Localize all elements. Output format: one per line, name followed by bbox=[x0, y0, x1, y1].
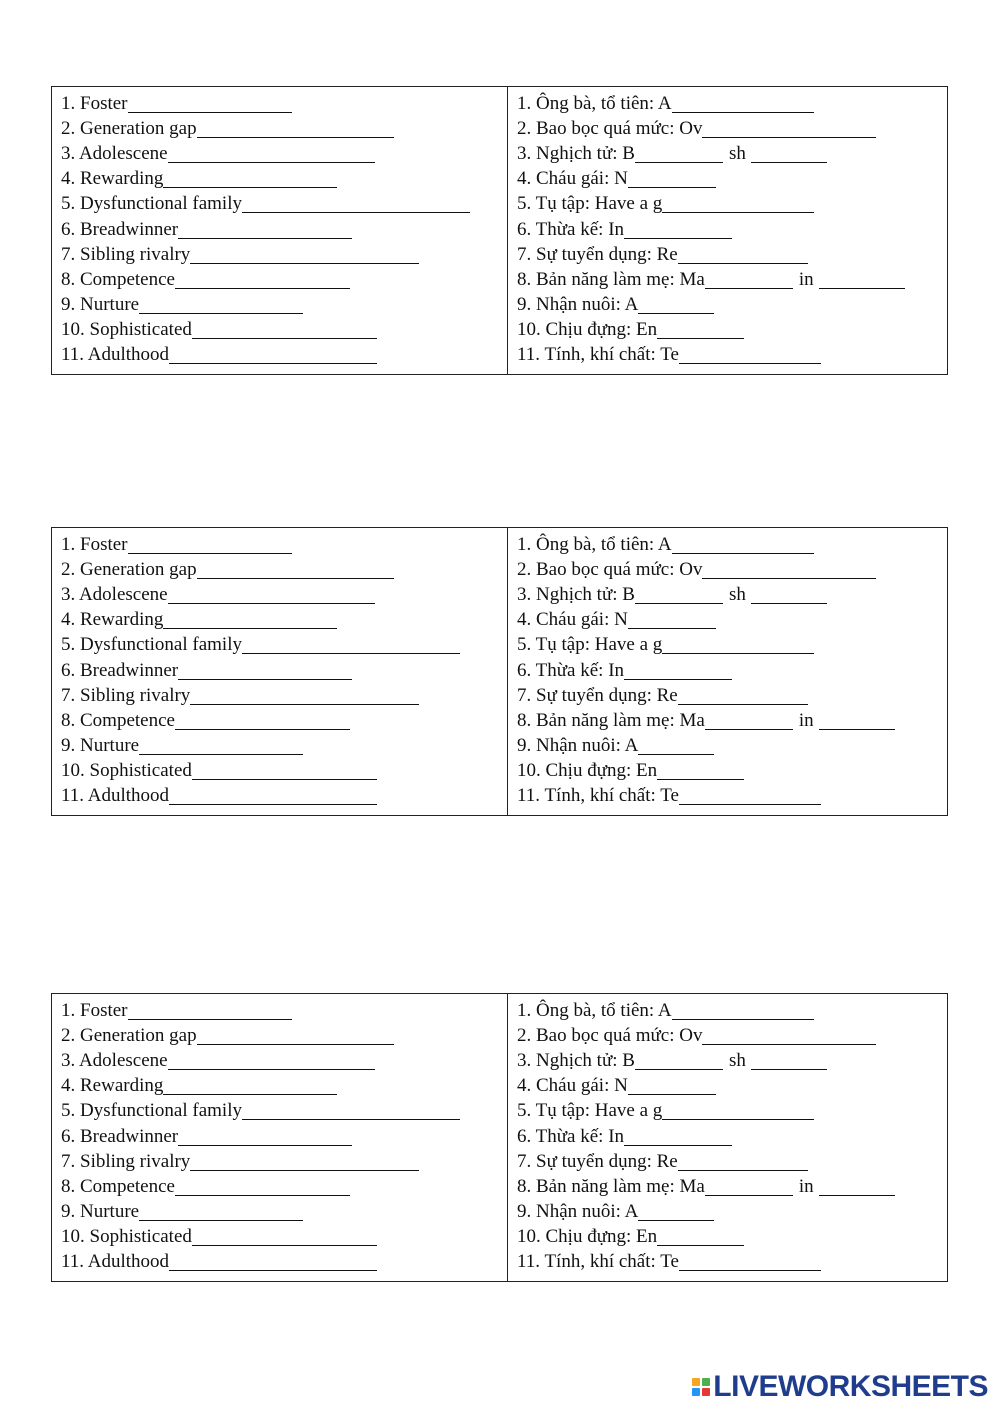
term-row: 9. Nurture bbox=[61, 1199, 507, 1224]
answer-blank[interactable] bbox=[678, 243, 808, 264]
answer-blank[interactable] bbox=[751, 583, 827, 604]
answer-blank[interactable] bbox=[178, 1125, 352, 1146]
answer-blank[interactable] bbox=[242, 192, 470, 213]
hint-row: 7. Sự tuyển dụng: Re bbox=[517, 242, 947, 267]
answer-blank[interactable] bbox=[672, 533, 814, 554]
hint-row: 9. Nhận nuôi: A bbox=[517, 292, 947, 317]
right-column bbox=[508, 87, 947, 374]
left-column bbox=[52, 87, 508, 374]
term-row: 9. Nurture bbox=[61, 733, 507, 758]
term-row: 8. Competence bbox=[61, 267, 507, 292]
answer-blank[interactable] bbox=[819, 1175, 895, 1196]
hint-row: 8. Bản năng làm mẹ: Ma in bbox=[517, 267, 947, 292]
answer-blank[interactable] bbox=[628, 167, 716, 188]
answer-blank[interactable] bbox=[163, 167, 337, 188]
answer-blank[interactable] bbox=[657, 759, 744, 780]
answer-blank[interactable] bbox=[638, 293, 714, 314]
term-row: 2. Generation gap bbox=[61, 1023, 507, 1048]
term-row: 11. Adulthood bbox=[61, 1249, 507, 1274]
answer-blank[interactable] bbox=[128, 999, 292, 1020]
hint-row: 3. Nghịch tử: B sh bbox=[517, 582, 947, 607]
term-row: 5. Dysfunctional family bbox=[61, 1098, 507, 1123]
answer-blank[interactable] bbox=[139, 1200, 303, 1221]
answer-blank[interactable] bbox=[751, 1049, 827, 1070]
term-row: 4. Rewarding bbox=[61, 166, 507, 191]
answer-blank[interactable] bbox=[242, 633, 460, 654]
worksheet-table-2 bbox=[51, 527, 948, 816]
answer-blank[interactable] bbox=[175, 268, 350, 289]
logo-square bbox=[702, 1388, 710, 1396]
answer-blank[interactable] bbox=[168, 583, 375, 604]
term-row: 1. Foster bbox=[61, 998, 507, 1023]
term-row: 11. Adulthood bbox=[61, 342, 507, 367]
term-row: 8. Competence bbox=[61, 708, 507, 733]
answer-blank[interactable] bbox=[197, 117, 394, 138]
term-row: 8. Competence bbox=[61, 1174, 507, 1199]
hint-row: 10. Chịu đựng: En bbox=[517, 1224, 947, 1249]
hint-row: 4. Cháu gái: N bbox=[517, 166, 947, 191]
term-row: 6. Breadwinner bbox=[61, 657, 507, 682]
answer-blank[interactable] bbox=[197, 1024, 394, 1045]
term-row: 9. Nurture bbox=[61, 292, 507, 317]
answer-blank[interactable] bbox=[168, 1049, 375, 1070]
answer-blank[interactable] bbox=[662, 633, 814, 654]
answer-blank[interactable] bbox=[638, 1200, 714, 1221]
hint-row: 5. Tụ tập: Have a g bbox=[517, 632, 947, 657]
worksheet-table-3 bbox=[51, 993, 948, 1282]
answer-blank[interactable] bbox=[679, 1250, 821, 1271]
term-row: 6. Breadwinner bbox=[61, 216, 507, 241]
answer-blank[interactable] bbox=[638, 734, 714, 755]
term-row: 4. Rewarding bbox=[61, 607, 507, 632]
answer-blank[interactable] bbox=[751, 142, 827, 163]
hint-row: 11. Tính, khí chất: Te bbox=[517, 783, 947, 808]
term-row: 1. Foster bbox=[61, 532, 507, 557]
answer-blank[interactable] bbox=[178, 218, 352, 239]
hint-row: 3. Nghịch tử: B sh bbox=[517, 141, 947, 166]
answer-blank[interactable] bbox=[175, 1175, 350, 1196]
hint-row: 7. Sự tuyển dụng: Re bbox=[517, 1149, 947, 1174]
answer-blank[interactable] bbox=[679, 784, 821, 805]
term-row: 6. Breadwinner bbox=[61, 1123, 507, 1148]
answer-blank[interactable] bbox=[702, 117, 876, 138]
answer-blank[interactable] bbox=[169, 343, 377, 364]
term-row: 3. Adolescene bbox=[61, 141, 507, 166]
right-column bbox=[508, 528, 947, 815]
answer-blank[interactable] bbox=[190, 243, 419, 264]
answer-blank[interactable] bbox=[705, 1175, 793, 1196]
hint-row: 4. Cháu gái: N bbox=[517, 607, 947, 632]
liveworksheets-logo-icon bbox=[692, 1378, 710, 1396]
hint-row: 6. Thừa kế: In bbox=[517, 657, 947, 682]
logo-square bbox=[702, 1378, 710, 1386]
answer-blank[interactable] bbox=[192, 759, 377, 780]
answer-blank[interactable] bbox=[819, 268, 905, 289]
term-row: 2. Generation gap bbox=[61, 116, 507, 141]
left-column bbox=[52, 994, 508, 1281]
term-row: 5. Dysfunctional family bbox=[61, 632, 507, 657]
liveworksheets-branding[interactable] bbox=[692, 1370, 988, 1404]
term-row: 7. Sibling rivalry bbox=[61, 242, 507, 267]
answer-blank[interactable] bbox=[679, 343, 821, 364]
right-column bbox=[508, 994, 947, 1281]
hint-row: 4. Cháu gái: N bbox=[517, 1073, 947, 1098]
answer-blank[interactable] bbox=[705, 268, 793, 289]
answer-blank[interactable] bbox=[662, 1099, 814, 1120]
hint-row: 5. Tụ tập: Have a g bbox=[517, 1098, 947, 1123]
hint-row: 2. Bao bọc quá mức: Ov bbox=[517, 1023, 947, 1048]
term-row: 11. Adulthood bbox=[61, 783, 507, 808]
answer-blank[interactable] bbox=[163, 608, 337, 629]
hint-row: 1. Ông bà, tổ tiên: A bbox=[517, 91, 947, 116]
answer-blank[interactable] bbox=[662, 192, 814, 213]
answer-blank[interactable] bbox=[628, 1074, 716, 1095]
answer-blank[interactable] bbox=[702, 1024, 876, 1045]
hint-row: 11. Tính, khí chất: Te bbox=[517, 1249, 947, 1274]
answer-blank[interactable] bbox=[190, 684, 419, 705]
answer-blank[interactable] bbox=[672, 92, 814, 113]
answer-blank[interactable] bbox=[163, 1074, 337, 1095]
answer-blank[interactable] bbox=[128, 533, 292, 554]
answer-blank[interactable] bbox=[197, 558, 394, 579]
hint-row: 8. Bản năng làm mẹ: Ma in bbox=[517, 1174, 947, 1199]
answer-blank[interactable] bbox=[624, 1125, 732, 1146]
answer-blank[interactable] bbox=[657, 1225, 744, 1246]
hint-row: 6. Thừa kế: In bbox=[517, 1123, 947, 1148]
hint-row: 9. Nhận nuôi: A bbox=[517, 1199, 947, 1224]
term-row: 10. Sophisticated bbox=[61, 758, 507, 783]
answer-blank[interactable] bbox=[178, 659, 352, 680]
hint-row: 10. Chịu đựng: En bbox=[517, 317, 947, 342]
hint-row: 5. Tụ tập: Have a g bbox=[517, 191, 947, 216]
answer-blank[interactable] bbox=[128, 92, 292, 113]
worksheet-table-1 bbox=[51, 86, 948, 375]
hint-row: 1. Ông bà, tổ tiên: A bbox=[517, 532, 947, 557]
answer-blank[interactable] bbox=[678, 1150, 808, 1171]
hint-row: 2. Bao bọc quá mức: Ov bbox=[517, 557, 947, 582]
answer-blank[interactable] bbox=[169, 784, 377, 805]
answer-blank[interactable] bbox=[242, 1099, 460, 1120]
term-row: 3. Adolescene bbox=[61, 582, 507, 607]
answer-blank[interactable] bbox=[168, 142, 375, 163]
term-row: 10. Sophisticated bbox=[61, 317, 507, 342]
hint-row: 10. Chịu đựng: En bbox=[517, 758, 947, 783]
term-row: 4. Rewarding bbox=[61, 1073, 507, 1098]
answer-blank[interactable] bbox=[192, 318, 377, 339]
answer-blank[interactable] bbox=[624, 659, 732, 680]
answer-blank[interactable] bbox=[705, 709, 793, 730]
term-row: 5. Dysfunctional family bbox=[61, 191, 507, 216]
left-column bbox=[52, 528, 508, 815]
answer-blank[interactable] bbox=[192, 1225, 377, 1246]
answer-blank[interactable] bbox=[635, 142, 723, 163]
answer-blank[interactable] bbox=[190, 1150, 419, 1171]
term-row: 7. Sibling rivalry bbox=[61, 1149, 507, 1174]
answer-blank[interactable] bbox=[624, 218, 732, 239]
hint-row: 7. Sự tuyển dụng: Re bbox=[517, 683, 947, 708]
term-row: 1. Foster bbox=[61, 91, 507, 116]
answer-blank[interactable] bbox=[819, 709, 895, 730]
term-row: 7. Sibling rivalry bbox=[61, 683, 507, 708]
hint-row: 3. Nghịch tử: B sh bbox=[517, 1048, 947, 1073]
answer-blank[interactable] bbox=[628, 608, 716, 629]
term-row: 10. Sophisticated bbox=[61, 1224, 507, 1249]
hint-row: 11. Tính, khí chất: Te bbox=[517, 342, 947, 367]
hint-row: 9. Nhận nuôi: A bbox=[517, 733, 947, 758]
hint-row: 6. Thừa kế: In bbox=[517, 216, 947, 241]
logo-square bbox=[692, 1378, 700, 1386]
answer-blank[interactable] bbox=[678, 684, 808, 705]
answer-blank[interactable] bbox=[635, 583, 723, 604]
hint-row: 1. Ông bà, tổ tiên: A bbox=[517, 998, 947, 1023]
answer-blank[interactable] bbox=[635, 1049, 723, 1070]
term-row: 2. Generation gap bbox=[61, 557, 507, 582]
answer-blank[interactable] bbox=[139, 734, 303, 755]
answer-blank[interactable] bbox=[672, 999, 814, 1020]
brand-name: LIVEWORKSHEETS bbox=[713, 1370, 988, 1403]
answer-blank[interactable] bbox=[169, 1250, 377, 1271]
hint-row: 2. Bao bọc quá mức: Ov bbox=[517, 116, 947, 141]
logo-square bbox=[692, 1388, 700, 1396]
term-row: 3. Adolescene bbox=[61, 1048, 507, 1073]
answer-blank[interactable] bbox=[657, 318, 744, 339]
answer-blank[interactable] bbox=[139, 293, 303, 314]
answer-blank[interactable] bbox=[702, 558, 876, 579]
answer-blank[interactable] bbox=[175, 709, 350, 730]
hint-row: 8. Bản năng làm mẹ: Ma in bbox=[517, 708, 947, 733]
